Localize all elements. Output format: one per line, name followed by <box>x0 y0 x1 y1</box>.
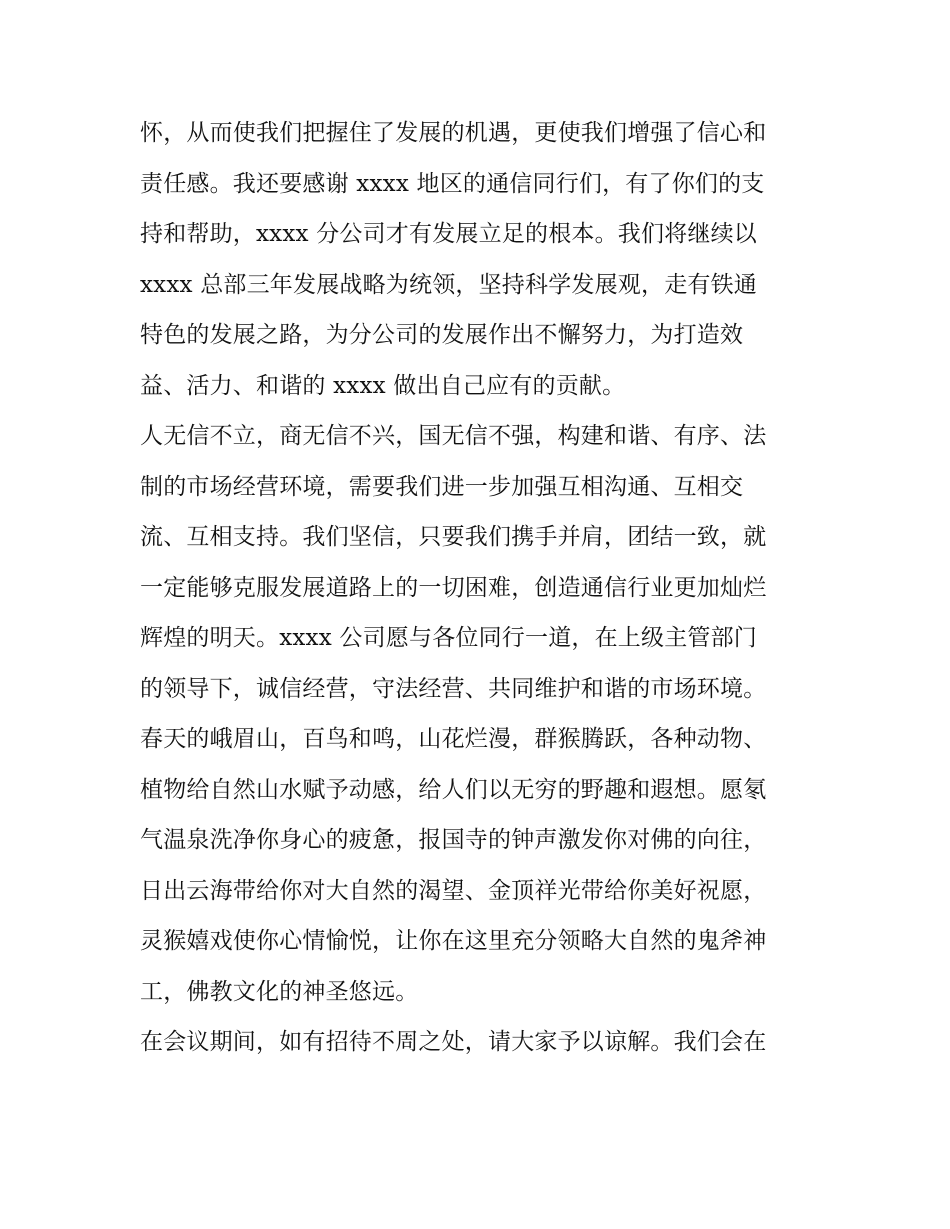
text-line: 益、活力、和谐的 xxxx 做出自己应有的贡献。 <box>140 372 626 399</box>
text-line: 工，佛教文化的神圣悠远。 <box>140 978 419 1005</box>
text-line: 持和帮助，xxxx 分公司才有发展立足的根本。我们将继续以 <box>140 221 757 247</box>
text-line: 怀，从而使我们把握住了发展的机遇，更使我们增强了信心和 <box>140 120 767 146</box>
text-line: 的领导下，诚信经营，守法经营、共同维护和谐的市场环境。 <box>140 675 767 702</box>
text-line: 人无信不立，商无信不兴，国无信不强，构建和谐、有序、法 <box>140 423 767 449</box>
text-line: 春天的峨眉山，百鸟和鸣，山花烂漫，群猴腾跃，各种动物、 <box>140 726 767 752</box>
text-line: xxxx 总部三年发展战略为统领，坚持科学发展观，走有铁通 <box>140 271 757 298</box>
text-line: 特色的发展之路，为分公司的发展作出不懈努力，为打造效 <box>140 322 744 348</box>
text-line: 辉煌的明天。xxxx 公司愿与各位同行一道，在上级主管部门 <box>140 625 757 651</box>
text-line: 植物给自然山水赋予动感，给人们以无穷的野趣和遐想。愿氡 <box>140 776 767 803</box>
text-line: 流、互相支持。我们坚信，只要我们携手并肩，团结一致，就 <box>140 524 767 550</box>
text-line: 日出云海带给你对大自然的渴望、金顶祥光带给你美好祝愿， <box>140 877 767 904</box>
text-line: 责任感。我还要感谢 xxxx 地区的通信同行们，有了你们的支 <box>140 170 765 197</box>
body-text <box>140 108 820 1068</box>
text-line: 一定能够克服发展道路上的一切困难，创造通信行业更加灿烂 <box>140 574 767 601</box>
text-line: 制的市场经营环境，需要我们进一步加强互相沟通、互相交 <box>140 473 744 500</box>
text-line: 在会议期间，如有招待不周之处，请大家予以谅解。我们会在 <box>140 1029 767 1055</box>
text-line: 灵猴嬉戏使你心情愉悦，让你在这里充分领略大自然的鬼斧神 <box>140 928 767 954</box>
text-line: 气温泉洗净你身心的疲惫，报国寺的钟声激发你对佛的向往， <box>140 827 767 853</box>
